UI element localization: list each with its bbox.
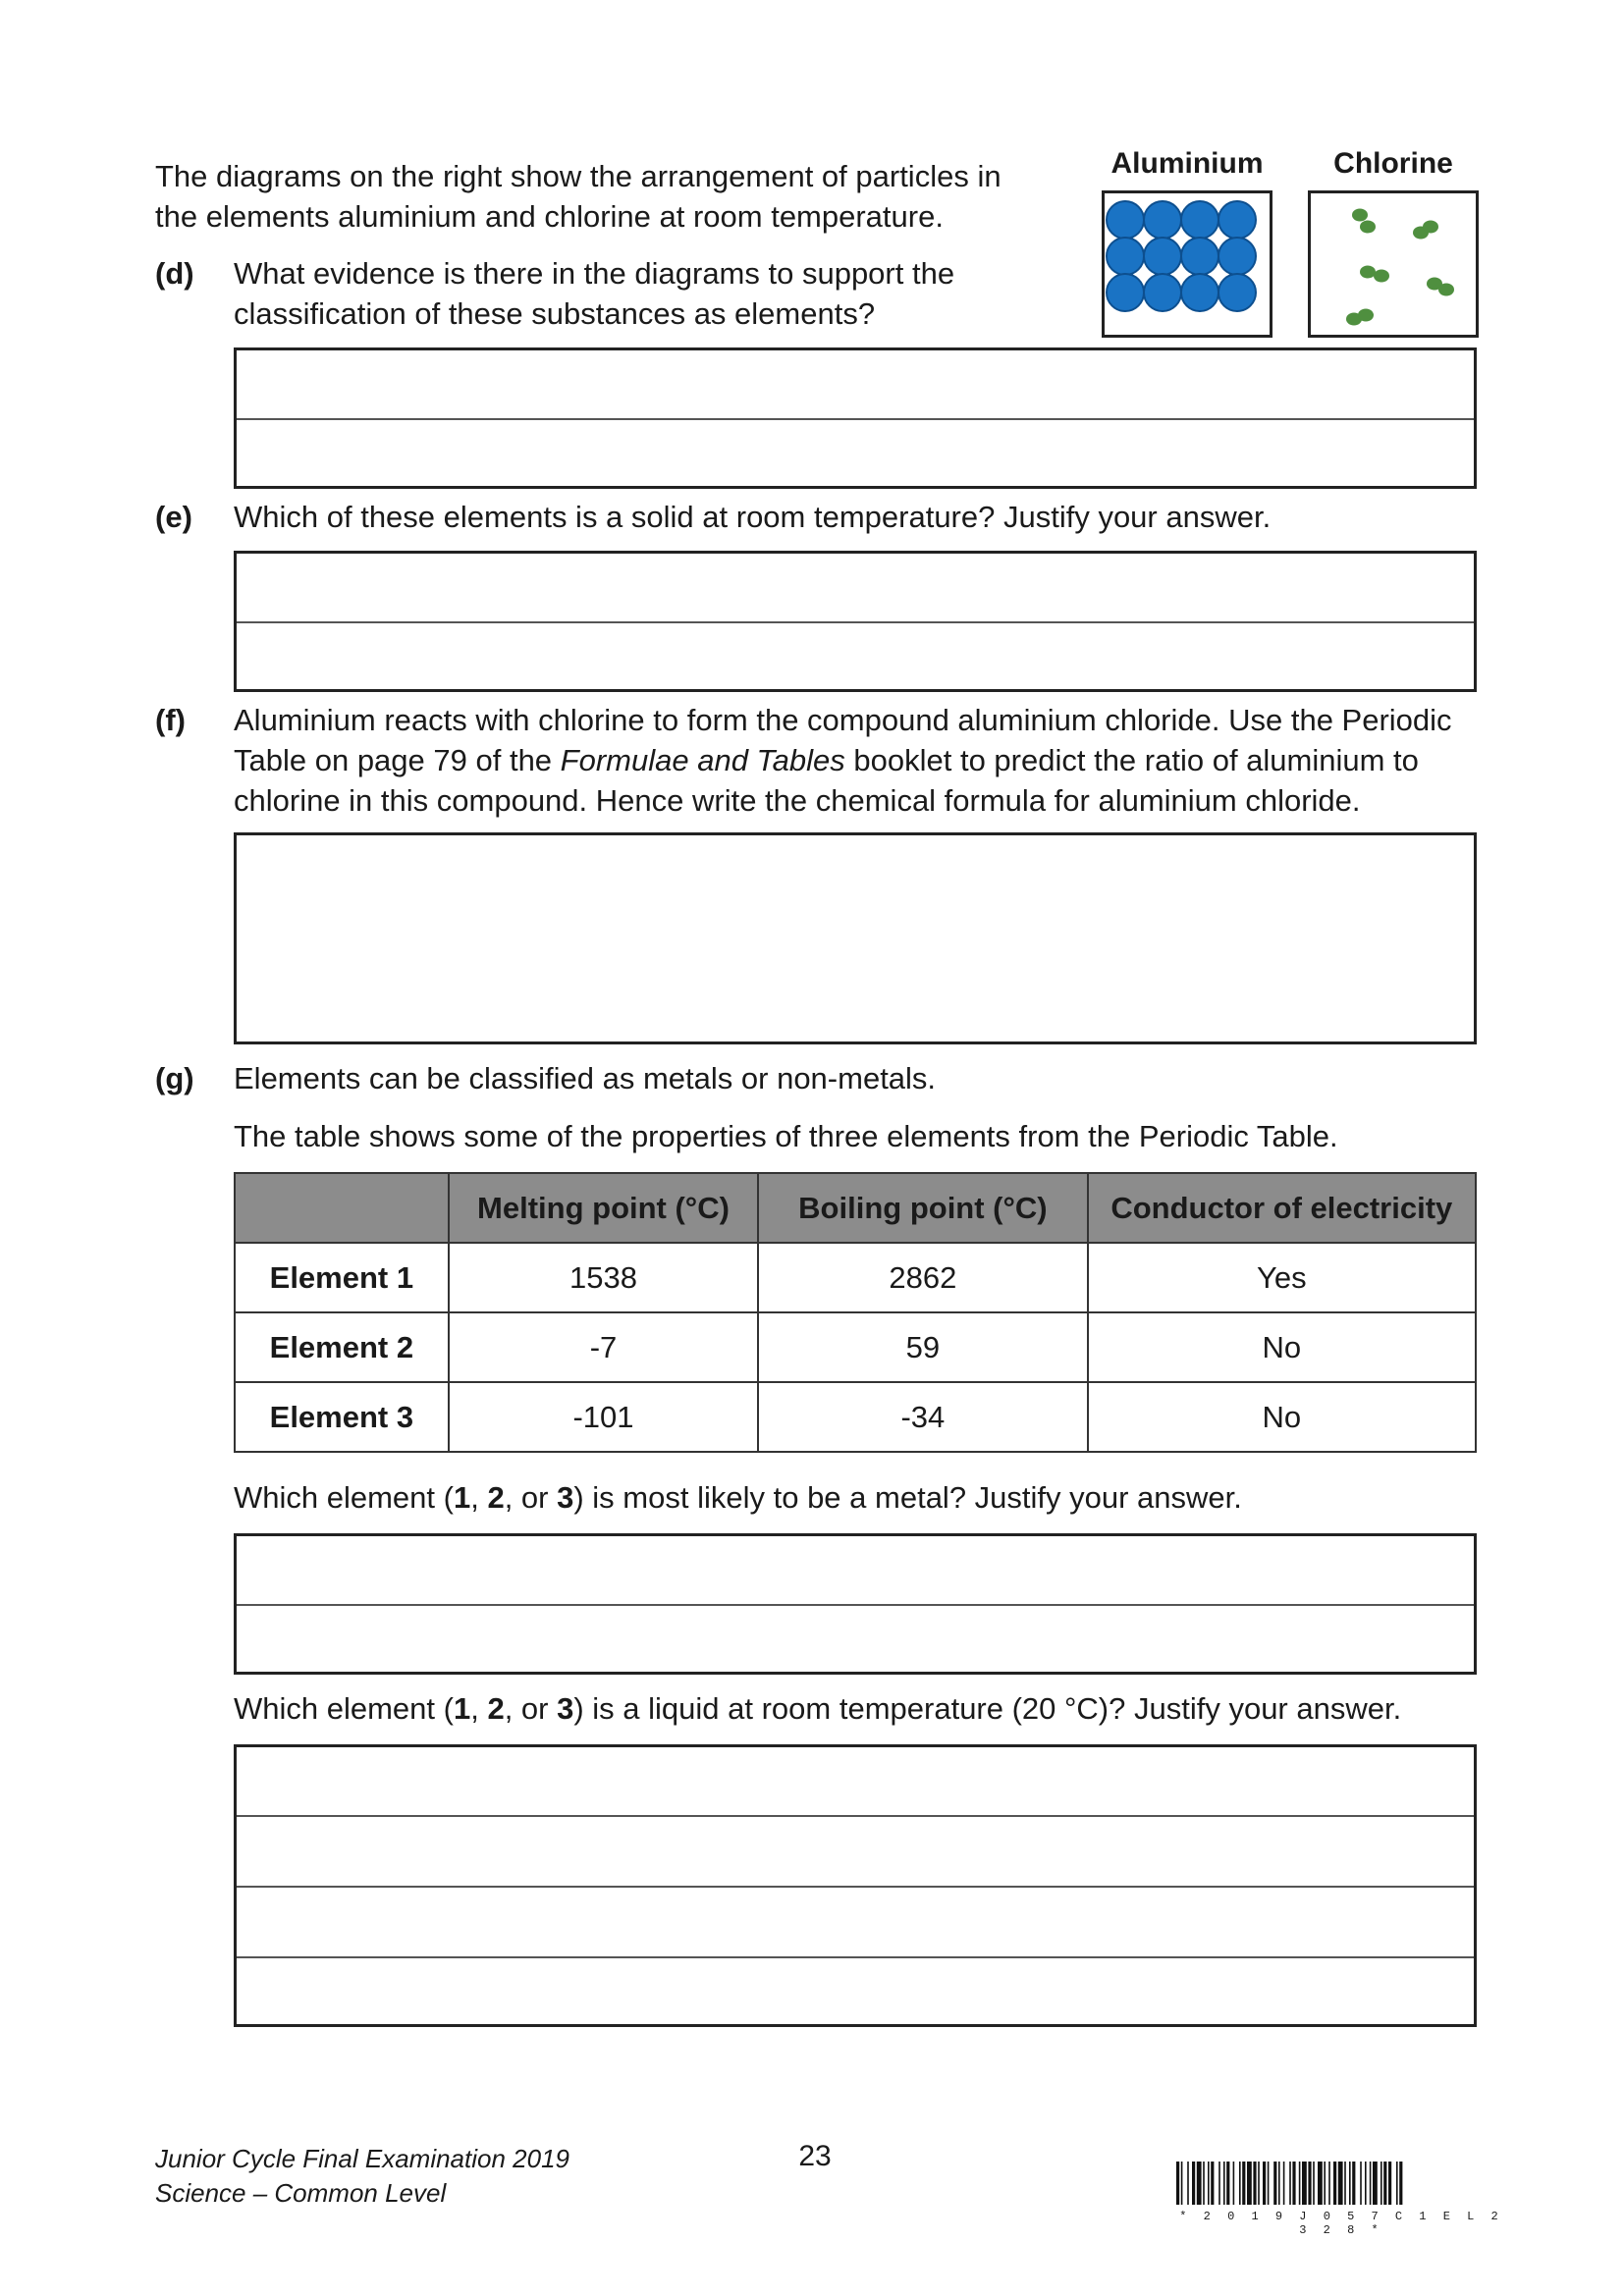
table-cell: No [1088, 1312, 1476, 1382]
question-f-line-1: Aluminium reacts with chlorine to form the compound aluminium chloride. Use the Periodic [234, 703, 1452, 737]
barcode-bar [1328, 2162, 1330, 2205]
question-e-label: (e) [155, 500, 192, 534]
table-cell: -7 [449, 1312, 758, 1382]
barcode-bar [1324, 2162, 1326, 2205]
barcode-bar [1239, 2162, 1241, 2205]
barcode-bar [1380, 2162, 1382, 2205]
chlorine-atom [1360, 221, 1376, 234]
question-g-label: (g) [155, 1061, 194, 1095]
barcode-bar [1302, 2162, 1307, 2205]
option-3: 3 [557, 1691, 574, 1726]
table-cell: 1538 [449, 1243, 758, 1312]
barcode-bar [1318, 2162, 1323, 2205]
answer-box-d[interactable] [234, 347, 1477, 489]
aluminium-particle [1107, 201, 1144, 239]
aluminium-particle [1144, 201, 1181, 239]
barcode-bar [1192, 2162, 1195, 2205]
aluminium-diagram-title: Aluminium [1110, 147, 1264, 180]
barcode-bar [1278, 2162, 1280, 2205]
barcode-bar [1263, 2162, 1266, 2205]
table-row [235, 1382, 1476, 1452]
barcode-bar [1299, 2162, 1301, 2205]
chlorine-diagram-title: Chlorine [1333, 147, 1453, 180]
answer-line [237, 418, 1474, 420]
aluminium-particle [1181, 274, 1218, 311]
barcode-bar [1253, 2162, 1256, 2205]
barcode-bar [1247, 2162, 1252, 2205]
barcode-bar [1313, 2162, 1315, 2205]
option-1: 1 [453, 1691, 471, 1726]
barcode-bar [1370, 2162, 1372, 2205]
table-cell: -34 [758, 1382, 1087, 1452]
barcode-bar [1203, 2162, 1205, 2205]
answer-line [237, 1886, 1474, 1888]
barcode-bar [1226, 2162, 1229, 2205]
question-d-line-1: What evidence is there in the diagrams to support the [234, 256, 955, 291]
question-f-line-3: chlorine in this compound. Hence write the chemical formula for aluminium chloride. [234, 783, 1361, 818]
table-cell: -101 [449, 1382, 758, 1452]
table-cell: 59 [758, 1312, 1087, 1382]
question-f-line-2-end: booklet to predict the ratio of aluminium to [844, 743, 1419, 777]
footer-exam-info [155, 2142, 569, 2211]
answer-box-g-liquid[interactable] [234, 1744, 1477, 2027]
barcode-bar [1344, 2162, 1346, 2205]
intro-text [155, 156, 1001, 237]
aluminium-particle [1181, 201, 1218, 239]
question-f-line-2-start: Table on page 79 of the [234, 743, 561, 777]
question-d-label: (d) [155, 256, 194, 291]
question-g-line-2: The table shows some of the properties of three elements from the Periodic Table. [234, 1119, 1338, 1153]
chlorine-atom [1374, 270, 1389, 283]
option-2: 2 [487, 1691, 505, 1726]
aluminium-particle-diagram [1102, 190, 1272, 338]
question-g-line-1: Elements can be classified as metals or non-metals. [234, 1061, 937, 1095]
chlorine-atom [1438, 284, 1454, 296]
question-f-text [234, 700, 1452, 821]
table-header-row [235, 1173, 1476, 1243]
barcode-bar [1223, 2162, 1225, 2205]
question-f-label: (f) [155, 703, 186, 737]
answer-line [237, 1956, 1474, 1958]
chlorine-atom [1358, 309, 1374, 322]
question-d-line-2: classification of these substances as elements? [234, 296, 876, 331]
barcode-bar [1399, 2162, 1402, 2205]
table-row-header: Element 3 [235, 1382, 449, 1452]
chlorine-atom [1352, 209, 1368, 222]
text-segment: , [470, 1480, 488, 1515]
intro-line-1: The diagrams on the right show the arrangement of particles in [155, 159, 1001, 193]
barcode-bar [1273, 2162, 1276, 2205]
aluminium-particle [1218, 238, 1256, 275]
footer-subject: Science – Common Level [155, 2178, 447, 2208]
answer-line [237, 1604, 1474, 1606]
table-cell: Yes [1088, 1243, 1476, 1312]
barcode-bar [1338, 2162, 1343, 2205]
text-segment: ) is most likely to be a metal? Justify your answer. [573, 1480, 1242, 1515]
question-g-metal-text [234, 1477, 1242, 1518]
answer-box-f[interactable] [234, 832, 1477, 1044]
question-f-line-2 [234, 740, 1452, 780]
table-header-cell: Conductor of electricity [1088, 1173, 1476, 1243]
option-3: 3 [557, 1480, 574, 1515]
barcode-bar [1208, 2162, 1210, 2205]
barcode-bar [1218, 2162, 1220, 2205]
barcode-bar [1365, 2162, 1367, 2205]
barcode-bar [1308, 2162, 1311, 2205]
barcode-bar [1360, 2162, 1362, 2205]
text-segment: Which element ( [234, 1480, 454, 1515]
formulae-and-tables-title: Formulae and Tables [560, 743, 845, 777]
table-row-header: Element 1 [235, 1243, 449, 1312]
barcode-bar [1181, 2162, 1183, 2205]
table-header-cell: Melting point (°C) [449, 1173, 758, 1243]
option-1: 1 [453, 1480, 471, 1515]
chlorine-atom [1423, 221, 1438, 234]
text-segment: Which element ( [234, 1691, 454, 1726]
chlorine-particles [1311, 193, 1476, 335]
element-properties-table [234, 1172, 1477, 1453]
barcode-bar [1283, 2162, 1285, 2205]
barcode-bar [1268, 2162, 1270, 2205]
answer-line [237, 1815, 1474, 1817]
text-segment: , or [504, 1480, 558, 1515]
barcode-bar [1352, 2162, 1355, 2205]
barcode-bar [1388, 2162, 1391, 2205]
answer-line [237, 621, 1474, 623]
barcode-bar [1176, 2162, 1179, 2205]
barcode-bar [1187, 2162, 1189, 2205]
intro-line-2: the elements aluminium and chlorine at room temperature. [155, 199, 944, 234]
barcode-bar [1197, 2162, 1202, 2205]
barcode-bar [1292, 2162, 1295, 2205]
aluminium-particle [1144, 274, 1181, 311]
table-row-header: Element 2 [235, 1312, 449, 1382]
text-segment: , [470, 1691, 488, 1726]
table-cell: No [1088, 1382, 1476, 1452]
text-segment: ) is a liquid at room temperature (20 °C)? Justify your answer. [573, 1691, 1402, 1726]
barcode-text: * 2 0 1 9 J 0 5 7 C 1 E L 2 3 2 8 * [1179, 2210, 1503, 2237]
barcode-bars [1174, 2162, 1508, 2207]
question-e-text: Which of these elements is a solid at room temperature? Justify your answer. [234, 500, 1272, 534]
answer-box-g-metal[interactable] [234, 1533, 1477, 1675]
barcode-bar [1373, 2162, 1378, 2205]
table-row [235, 1243, 1476, 1312]
aluminium-particle [1218, 201, 1256, 239]
page-number: 23 [798, 2140, 832, 2172]
barcode [1174, 2162, 1508, 2237]
chlorine-particle-diagram [1308, 190, 1479, 338]
question-g-liquid-text [234, 1688, 1401, 1729]
aluminium-particles [1105, 193, 1270, 335]
aluminium-particle [1107, 238, 1144, 275]
barcode-bar [1289, 2162, 1291, 2205]
barcode-bar [1396, 2162, 1398, 2205]
chlorine-atom [1360, 266, 1376, 279]
text-segment: , or [504, 1691, 558, 1726]
question-d-text [234, 253, 954, 334]
barcode-bar [1242, 2162, 1245, 2205]
answer-box-e[interactable] [234, 551, 1477, 692]
table-header-cell: Boiling point (°C) [758, 1173, 1087, 1243]
option-2: 2 [487, 1480, 505, 1515]
table-header-cell [235, 1173, 449, 1243]
aluminium-particle [1107, 274, 1144, 311]
barcode-bar [1211, 2162, 1214, 2205]
table-cell: 2862 [758, 1243, 1087, 1312]
aluminium-particle [1144, 238, 1181, 275]
barcode-bar [1383, 2162, 1386, 2205]
aluminium-particle [1181, 238, 1218, 275]
barcode-bar [1258, 2162, 1260, 2205]
barcode-bar [1233, 2162, 1235, 2205]
aluminium-particle [1218, 274, 1256, 311]
footer-exam-title: Junior Cycle Final Examination 2019 [155, 2144, 569, 2173]
barcode-bar [1333, 2162, 1336, 2205]
barcode-bar [1349, 2162, 1351, 2205]
table-row [235, 1312, 1476, 1382]
